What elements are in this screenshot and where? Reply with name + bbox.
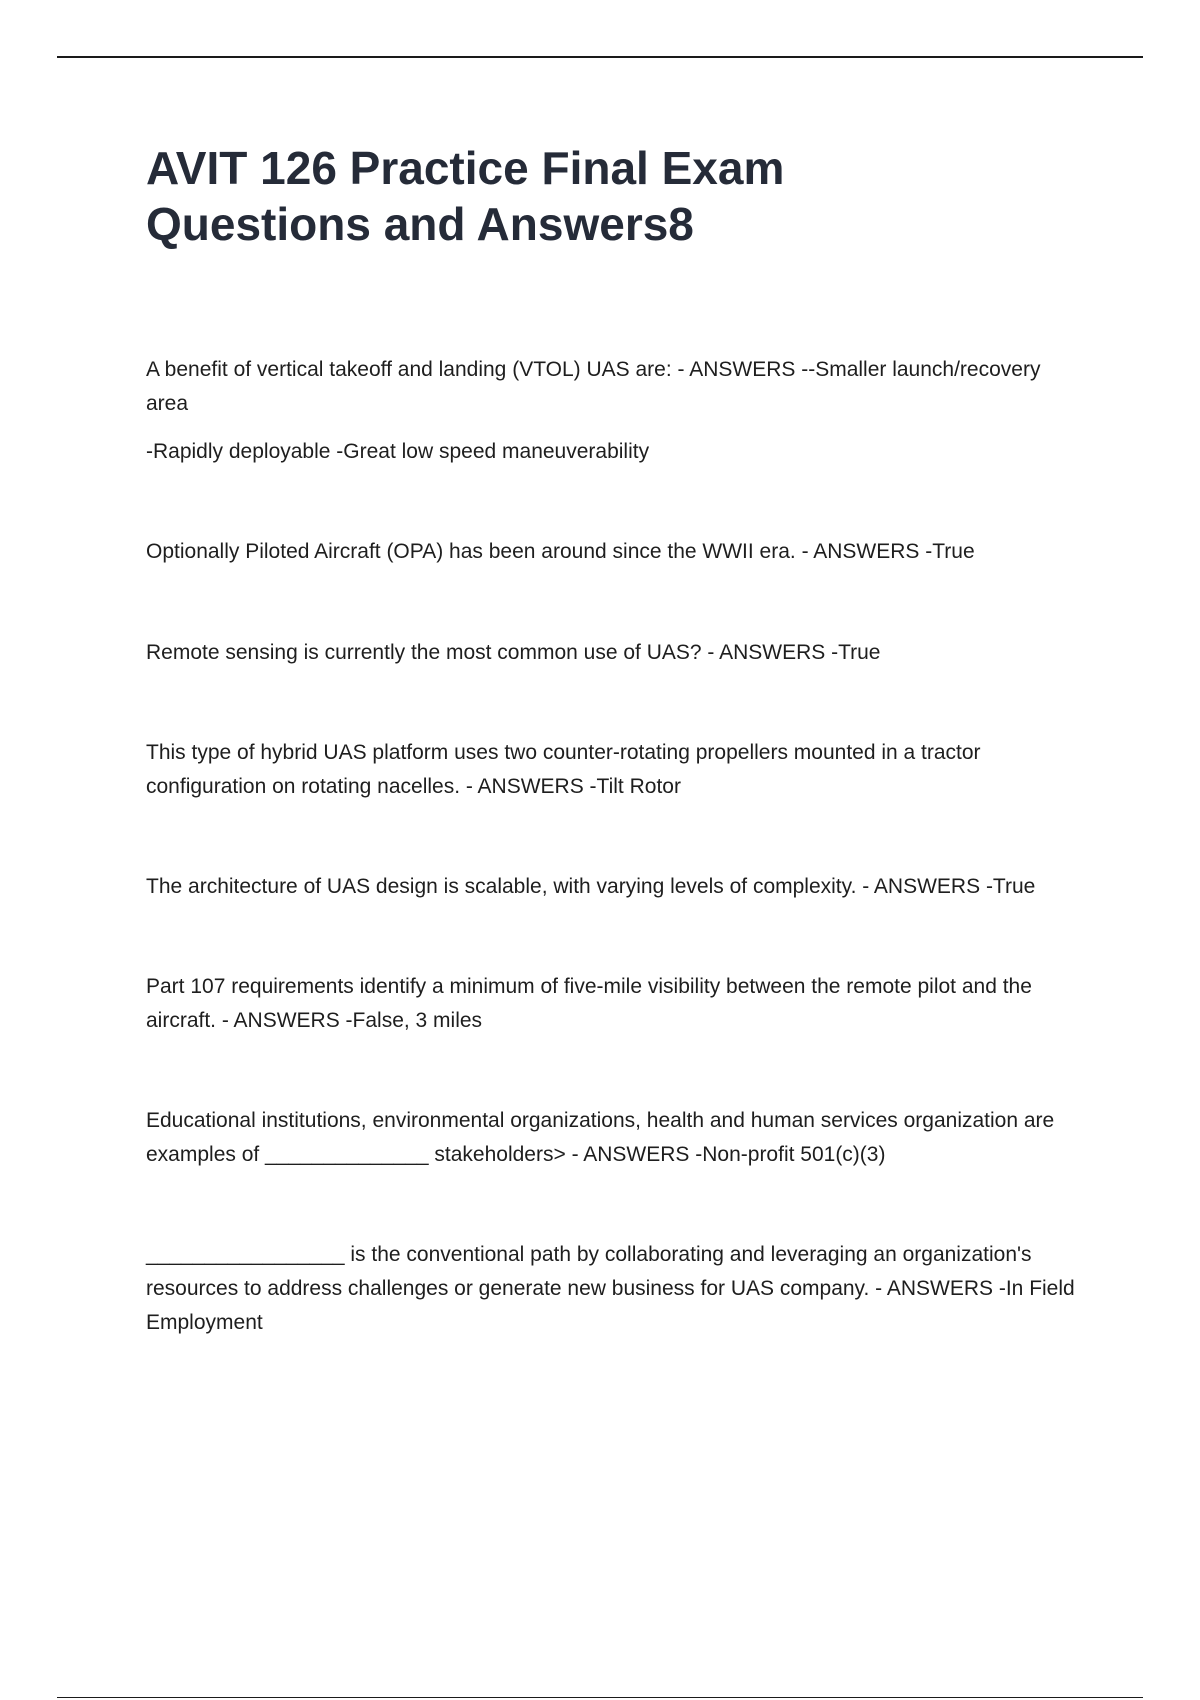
qa-item xyxy=(146,636,1076,670)
qa-text: Educational institutions, environmental organizations, health and human services organization are examples of ______________ stakeholders> - ANSWERS -Non-profit 501(c)(3) xyxy=(146,1109,1055,1166)
qa-text-continued: -Rapidly deployable -Great low speed maneuverability xyxy=(146,440,650,463)
document-title xyxy=(146,140,1076,252)
qa-text: Part 107 requirements identify a minimum of five-mile visibility between the remote pilot and the aircraft. - ANSWERS -False, 3 miles xyxy=(146,975,1032,1032)
qa-item xyxy=(146,535,1076,569)
qa-list xyxy=(146,353,1076,1340)
title-line-1: AVIT 126 Practice Final Exam xyxy=(146,142,785,194)
qa-item xyxy=(146,870,1076,904)
qa-item xyxy=(146,1104,1076,1172)
qa-item xyxy=(146,970,1076,1038)
qa-item xyxy=(146,353,1076,469)
qa-text: _________________ is the conventional path by collaborating and leveraging an organization's resources to address challenges or generate new business for UAS company. - ANSWERS -In Field Employment xyxy=(146,1243,1075,1334)
title-line-2: Questions and Answers8 xyxy=(146,198,694,250)
qa-item xyxy=(146,736,1076,804)
top-divider xyxy=(57,56,1143,58)
qa-text: This type of hybrid UAS platform uses two counter-rotating propellers mounted in a tractor configuration on rotating nacelles. - ANSWERS -Tilt Rotor xyxy=(146,741,981,798)
qa-text: The architecture of UAS design is scalable, with varying levels of complexity. - ANSWERS -True xyxy=(146,875,1036,898)
document-body xyxy=(146,140,1076,1340)
qa-text: Remote sensing is currently the most common use of UAS? - ANSWERS -True xyxy=(146,641,881,664)
qa-item xyxy=(146,1238,1076,1340)
bottom-divider xyxy=(57,1697,1143,1698)
qa-text: A benefit of vertical takeoff and landing (VTOL) UAS are: - ANSWERS --Smaller launch/recovery area xyxy=(146,358,1041,415)
qa-text: Optionally Piloted Aircraft (OPA) has been around since the WWII era. - ANSWERS -True xyxy=(146,540,975,563)
